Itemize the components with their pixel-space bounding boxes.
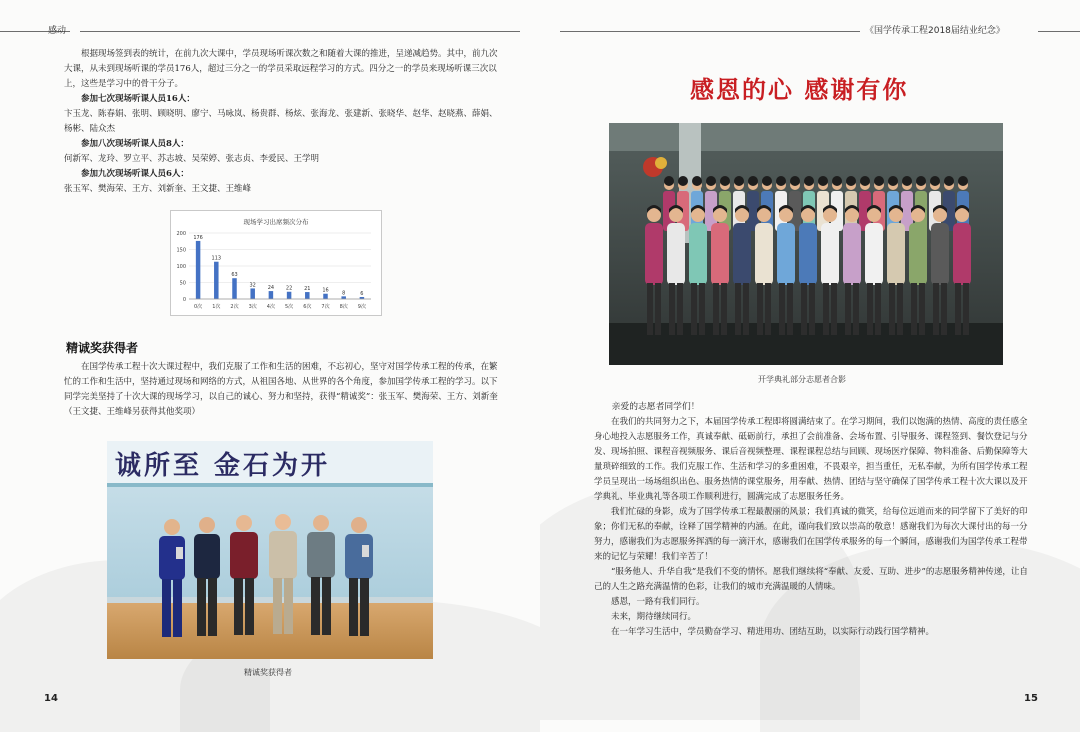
group-photo <box>609 123 1003 365</box>
crowd-person <box>803 176 815 231</box>
y-tick-label: 200 <box>176 231 186 237</box>
right-page <box>540 0 1080 732</box>
crowd-person <box>775 176 787 231</box>
crowd-person <box>789 176 801 231</box>
letter-paragraph-3: “服务他人、升华自我”是我们不变的情怀。愿我们继续将“奉献、友爱、互助、进步”的志愿服务精神传递，让自己的人生之路充满温情的色彩，让我们的城市充满温暖的人情味。 <box>594 567 1028 592</box>
chart-bar <box>214 262 219 299</box>
chart-bar <box>269 291 274 299</box>
crowd-person <box>817 176 829 231</box>
page-number: 14 <box>44 693 58 704</box>
header-rule <box>560 31 860 32</box>
bar-value-label: 63 <box>231 272 238 279</box>
attendance-paragraph: 根据现场签到表的统计，在前九次大课中，学员现场听课次数之和随着大课的推进，呈递减趋势。其中，前九次大课，从未到现场听课的学员176人，超过三分之一的学员采取远程学习的方式。四分之一的学员来现场听课三次以上，这些是学习中的骨干分子。 <box>64 49 498 89</box>
chart-title: 现场学习出席频次分布 <box>243 218 309 226</box>
letter-paragraph-6: 在一年学习生活中，学员勤奋学习、精进用功、团结互助，以实际行动践行国学精神。 <box>611 627 935 637</box>
crowd-person <box>915 176 927 231</box>
crowd-person <box>859 176 871 231</box>
bar-value-label: 21 <box>304 286 311 293</box>
banner-text: 诚所至 金石为开 <box>115 451 331 481</box>
bar-value-label: 113 <box>211 255 222 262</box>
bar-value-label: 32 <box>249 282 256 289</box>
award-paragraph: 在国学传承工程十次大课过程中，我们克服了工作和生活的困难，不忘初心，坚守对国学传承工程的传承，在繁忙的工作和生活中，坚持通过现场和网络的方式，从祖国各地、从世界的各个角度，参加国学传承工程的学习。以下同学完美坚持了十次大课的现场学习，以自己的诚心、努力和坚持，获得“精诚奖”：张玉军、樊海荣、王方、刘新奎（王文捷、王维峰另获得其他奖项） <box>64 362 498 417</box>
crowd-person <box>845 176 857 231</box>
group-photo-caption: 开学典礼部分志愿者合影 <box>758 375 846 384</box>
list-names-9: 张玉军、樊海荣、王方、刘新奎、王文捷、王维峰 <box>64 184 252 194</box>
section-header: 感动 <box>48 26 67 36</box>
chart-bar <box>250 288 255 299</box>
crowd-person <box>873 176 885 231</box>
award-photo <box>107 441 433 659</box>
bar-value-label: 8 <box>342 290 346 297</box>
crowd-person <box>943 176 955 231</box>
crowd-person <box>747 176 759 231</box>
chart-bar <box>323 294 328 299</box>
crowd-person <box>719 176 731 231</box>
x-tick-label: 4次 <box>266 304 275 310</box>
crowd-person <box>705 176 717 231</box>
crowd-person <box>733 176 745 231</box>
y-tick-label: 0 <box>182 297 186 303</box>
letter-paragraph-5: 未来，期待继续同行。 <box>611 612 697 622</box>
x-tick-label: 2次 <box>230 304 239 310</box>
x-tick-label: 1次 <box>212 304 221 310</box>
chart-bar <box>305 292 310 299</box>
bar-value-label: 22 <box>285 285 293 292</box>
x-tick-label: 0次 <box>194 304 203 310</box>
list-names-7: 卞玉龙、陈春娟、张明、顾晓明、廖宁、马咏岚、杨贵群、杨炫、张海龙、张建新、张晓华、赵华、赵晓燕、薛娟、杨彬、陆众杰 <box>64 109 498 134</box>
y-tick-label: 150 <box>176 247 186 254</box>
section-heading: 精诚奖获得者 <box>66 341 139 355</box>
header-rule <box>80 31 520 32</box>
group-photo-illustration <box>609 123 1003 365</box>
crowd-person <box>691 176 703 231</box>
crowd-person <box>761 176 773 231</box>
bar-value-label: 24 <box>267 285 275 292</box>
crowd-person <box>887 176 899 231</box>
page-title: 感恩的心 感谢有你 <box>690 75 909 104</box>
list-names-8: 何新军、龙玲、罗立平、苏志坡、吴荣婷、张志贞、李爱民、王学明 <box>64 154 320 164</box>
x-tick-label: 8次 <box>339 304 348 310</box>
award-photo-caption: 精诚奖获得者 <box>244 668 292 677</box>
x-tick-label: 9次 <box>357 304 366 310</box>
list-heading-8: 参加八次现场听课人员8人： <box>81 139 189 149</box>
greeting: 亲爱的志愿者同学们！ <box>611 402 700 412</box>
crowd-person <box>831 176 843 231</box>
crowd-person <box>677 176 689 231</box>
y-tick-label: 50 <box>179 280 186 287</box>
chart-bar <box>341 296 346 299</box>
x-tick-label: 6次 <box>303 304 312 310</box>
award-photo-illustration <box>107 441 433 659</box>
chart-bar <box>196 241 201 299</box>
page-number: 15 <box>1024 693 1038 704</box>
letter-paragraph-1: 在我们的共同努力之下，本届国学传承工程即将圆满结束了。在学习期间，我们以饱满的热情、高度的责任感全身心地投入志愿服务工作，真诚奉献、砥砺前行，承担了会前准备、会场布置、引导服务、课程签到、餐饮登记与分发、现场拍照、课程音视频服务、课后音视频整理、课程课程总结与回顾、现场医疗保障、物料准备、后勤保障等大量琐碎细致的工作。我们克服工作、生活和学习的多重困难，不畏艰辛，担当重任，无私奉献，为所有国学传承工程学员呈现出一场场组织出色、服务热情的课堂服务，用奉献、热情、团结与坚守确保了国学传承工程十次大课以及开学典礼、毕业典礼等各项工作顺利进行，圆满完成了志愿服务任务。 <box>594 417 1028 502</box>
bar-value-label: 176 <box>193 234 203 241</box>
crowd-person <box>929 176 941 231</box>
x-tick-label: 7次 <box>321 304 330 310</box>
list-heading-9: 参加九次现场听课人员6人： <box>81 169 189 179</box>
list-heading-7: 参加七次现场听课人员16人： <box>81 94 195 104</box>
letter-paragraph-2: 我们忙碌的身影，成为了国学传承工程最靓丽的风景；我们真诚的微笑，给每位远道而来的同学留下了美好的印象；你们无私的奉献，诠释了国学精神的内涵。在此，谨向我们致以崇高的敬意！感谢我们为每次大课付出的每一分努力，感谢我们为志愿服务挥洒的每一滴汗水，感谢我们在国学传承服务的每一个瞬间，感谢我们为国学传承工程带来的记忆与荣耀！我们辛苦了！ <box>594 507 1028 562</box>
chart-bar <box>232 278 237 299</box>
header-rule-right <box>1038 31 1080 32</box>
crowd-person <box>663 176 675 231</box>
chart-bar <box>287 292 292 299</box>
x-tick-label: 5次 <box>285 304 294 310</box>
attendance-chart-svg <box>171 211 381 315</box>
bar-value-label: 16 <box>322 287 329 294</box>
crowd-person <box>957 176 969 231</box>
bar-value-label: 6 <box>360 291 364 298</box>
letter-paragraph-4: 感恩，一路有我们同行。 <box>611 597 705 607</box>
attendance-chart <box>170 210 382 316</box>
y-tick-label: 100 <box>176 264 186 270</box>
x-tick-label: 3次 <box>248 304 257 310</box>
book-header: 《国学传承工程2018届结业纪念》 <box>865 26 1005 36</box>
crowd-person <box>901 176 913 231</box>
